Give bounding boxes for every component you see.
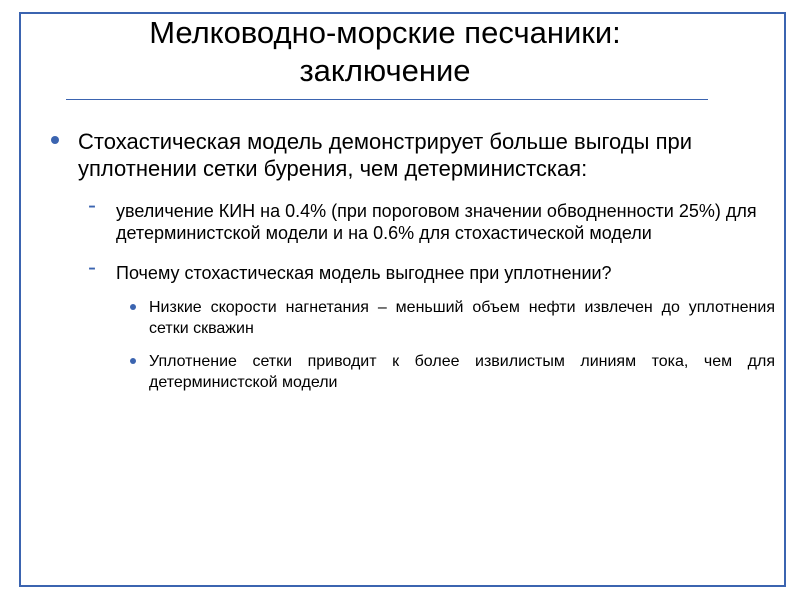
slide-title: Мелководно-морские песчаники: заключение xyxy=(149,15,621,88)
sub-bullet-question-text: Почему стохастическая модель выгоднее при уплотнении? xyxy=(116,263,612,283)
sub-bullet-question xyxy=(78,254,775,284)
small-bullet-dot-icon xyxy=(130,358,136,364)
small-bullet-dot-icon xyxy=(130,304,136,310)
sub-bullet-kin xyxy=(78,192,775,244)
sub-sub-bullet-injection-text: Низкие скорости нагнетания – меньший объем нефти извлечен до уплотнения сетки скважин xyxy=(149,299,775,337)
title-underline xyxy=(66,99,708,100)
sub-sub-bullet-streamlines xyxy=(116,351,775,393)
dash-marker-icon: - xyxy=(88,254,96,281)
slide-content xyxy=(40,128,775,393)
bullet-level1 xyxy=(40,128,775,182)
sub-sub-bullet-injection xyxy=(116,297,775,339)
bullet-level1-text: Стохастическая модель демонстрирует больше выгоды при уплотнении сетки бурения, чем детерминистская: xyxy=(78,129,693,181)
dash-marker-icon: - xyxy=(88,192,96,219)
sub-sub-bullet-streamlines-text: Уплотнение сетки приводит к более извилистым линиям тока, чем для детерминистской модели xyxy=(149,353,775,391)
bullet-dot-icon xyxy=(51,136,59,144)
sub-bullet-kin-text: увеличение КИН на 0.4% (при пороговом значении обводненности 25%) для детерминистской модели и на 0.6% для стохастической модели xyxy=(116,201,757,243)
